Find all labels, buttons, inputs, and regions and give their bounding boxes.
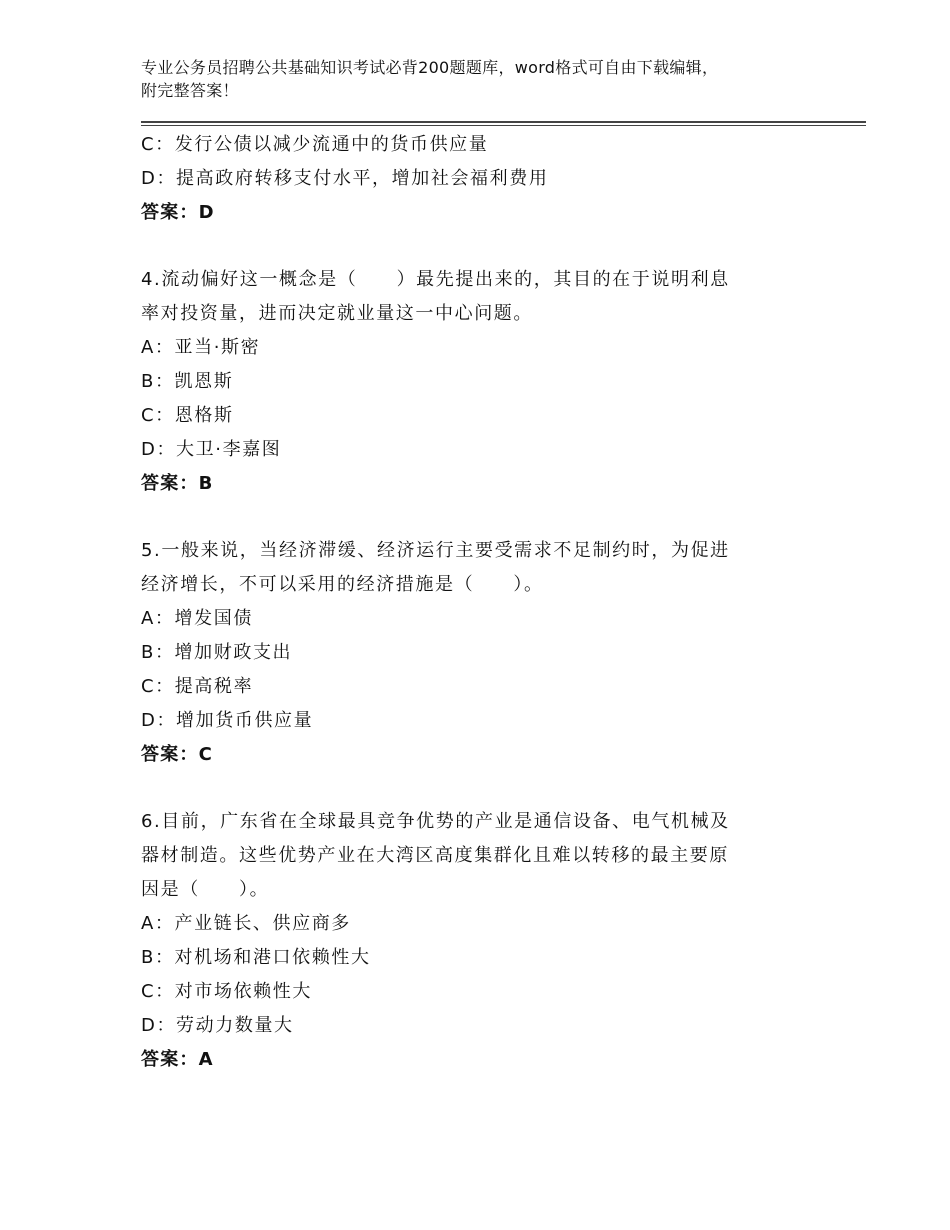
answer-line: 答案：C	[141, 744, 214, 765]
option-c: C：发行公债以减少流通中的货币供应量	[141, 134, 489, 155]
option-a: A：亚当·斯密	[141, 337, 261, 358]
question-4	[141, 263, 811, 501]
header-line-2: 附完整答案！	[141, 81, 239, 100]
option-d: D：增加货币供应量	[141, 710, 314, 731]
header-rule-thin	[141, 125, 866, 126]
option-c: C：恩格斯	[141, 405, 234, 426]
question-6	[141, 805, 811, 1077]
header-rule-thick	[141, 121, 866, 123]
question-content	[141, 128, 811, 1077]
option-c: C：提高税率	[141, 676, 254, 697]
spacer	[141, 230, 811, 263]
question-text-line: 经济增长，不可以采用的经济措施是（ ）。	[141, 574, 544, 595]
spacer	[141, 772, 811, 805]
option-b: B：对机场和港口依赖性大	[141, 947, 371, 968]
page-header	[141, 56, 841, 102]
question-text-line: 因是（ ）。	[141, 879, 270, 900]
answer-line: 答案：A	[141, 1049, 214, 1070]
option-d: D：大卫·李嘉图	[141, 439, 282, 460]
option-a: A：产业链长、供应商多	[141, 913, 351, 934]
question-text-line: 率对投资量，进而决定就业量这一中心问题。	[141, 303, 533, 324]
answer-line: 答案：D	[141, 202, 215, 223]
question-text-line: 5.一般来说，当经济滞缓、经济运行主要受需求不足制约时，为促进	[141, 540, 730, 561]
answer-line: 答案：B	[141, 473, 214, 494]
option-d: D：提高政府转移支付水平，增加社会福利费用	[141, 168, 549, 189]
option-b: B：增加财政支出	[141, 642, 293, 663]
question-5	[141, 534, 811, 772]
header-line-1: 专业公务员招聘公共基础知识考试必背200题题库，word格式可自由下载编辑，	[141, 58, 719, 77]
question-text-line: 6.目前，广东省在全球最具竞争优势的产业是通信设备、电气机械及	[141, 811, 730, 832]
option-b: B：凯恩斯	[141, 371, 234, 392]
question-text-line: 4.流动偏好这一概念是（ ）最先提出来的，其目的在于说明利息	[141, 269, 730, 290]
option-d: D：劳动力数量大	[141, 1015, 294, 1036]
question-text-line: 器材制造。这些优势产业在大湾区高度集群化且难以转移的最主要原	[141, 845, 729, 866]
question-3-continuation	[141, 128, 811, 230]
spacer	[141, 501, 811, 534]
option-c: C：对市场依赖性大	[141, 981, 312, 1002]
option-a: A：增发国债	[141, 608, 253, 629]
